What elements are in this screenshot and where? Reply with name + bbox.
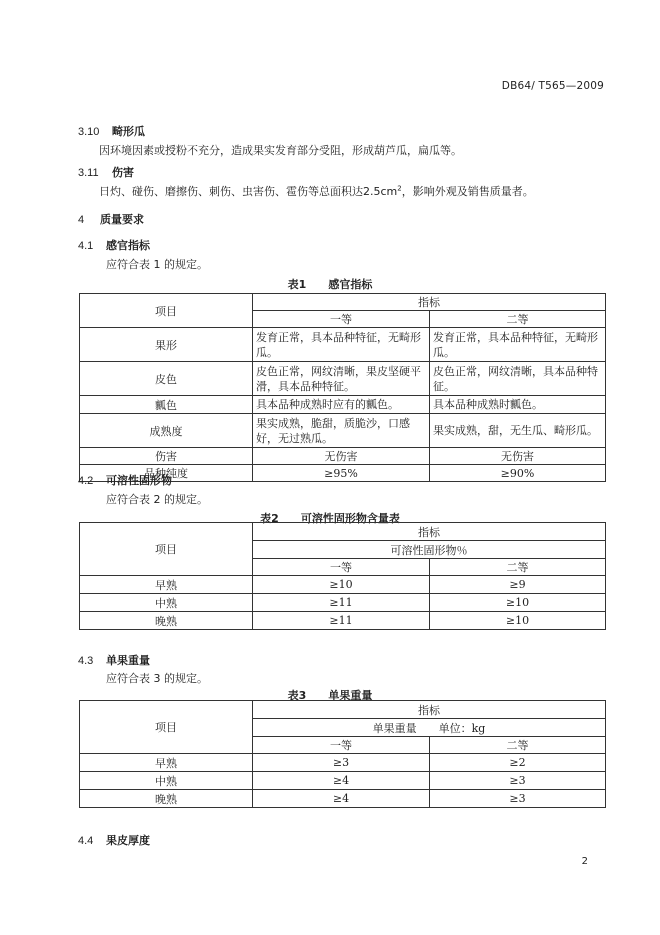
table-3: [79, 700, 606, 808]
header-grade-1: 一等: [253, 311, 430, 328]
row-grade-1: 发育正常，具本品种特征，无畸形瓜。: [253, 328, 430, 362]
row-grade-1: 皮色正常，网纹清晰，果皮坚硬平滑，具本品种特征。: [253, 362, 430, 396]
row-grade-1: ≥4: [253, 772, 430, 790]
section-4-2-body: 应符合表 2 的规定。: [106, 493, 208, 506]
superscript: 2: [397, 184, 402, 193]
section-4-1-body: 应符合表 1 的规定。: [106, 258, 208, 271]
table-row: [80, 612, 606, 630]
row-grade-1: ≥10: [253, 576, 430, 594]
table-row: [80, 448, 606, 465]
header-index: 指标: [253, 294, 606, 311]
row-grade-1: ≥95%: [253, 465, 430, 482]
row-item: 果形: [80, 328, 253, 362]
table-2: [79, 522, 606, 630]
header-index: 指标: [253, 523, 606, 541]
section-title: 单果重量: [106, 654, 150, 667]
row-grade-2: ≥3: [430, 790, 606, 808]
header-grade-1: 一等: [253, 737, 430, 754]
row-grade-1: ≥11: [253, 612, 430, 630]
table-row: [80, 594, 606, 612]
row-grade-1: 具本品种成熟时应有的瓤色。: [253, 396, 430, 414]
header-subtitle: 单果重量 单位：kg: [253, 719, 606, 737]
row-item: 瓤色: [80, 396, 253, 414]
row-item: 成熟度: [80, 414, 253, 448]
section-4-3-heading: [78, 652, 150, 668]
header-index: 指标: [253, 701, 606, 719]
section-title: 畸形瓜: [112, 125, 145, 138]
row-grade-2: ≥10: [430, 612, 606, 630]
section-number: 4.2: [78, 475, 94, 487]
table-row: [80, 754, 606, 772]
section-3-10-heading: [78, 123, 145, 139]
header-item: 项目: [80, 294, 253, 328]
table-1-caption: 表1 感官指标: [287, 278, 373, 291]
row-grade-2: ≥3: [430, 772, 606, 790]
row-item: 早熟: [80, 754, 253, 772]
section-4-2-heading: [78, 472, 172, 488]
header-subtitle: 可溶性固形物％: [253, 541, 606, 559]
section-title: 质量要求: [100, 213, 144, 226]
section-number: 3.10: [78, 126, 100, 138]
row-grade-1: 果实成熟，脆甜，质脆沙，口感好，无过熟瓜。: [253, 414, 430, 448]
section-4-4-heading: [78, 832, 150, 848]
section-title: 可溶性固形物: [106, 474, 172, 487]
body-text: ，影响外观及销售质量者。: [401, 185, 534, 198]
section-number: 4: [78, 214, 85, 226]
table-row: [80, 328, 606, 362]
row-item: 晚熟: [80, 612, 253, 630]
table-2-caption: 表2 可溶性固形物含量表: [260, 512, 400, 525]
table-row: [80, 772, 606, 790]
row-item: 品种纯度: [80, 465, 253, 482]
section-3-11-heading: [78, 164, 134, 180]
page-number: 2: [581, 856, 588, 867]
section-number: 4.1: [78, 240, 94, 252]
row-grade-2: 皮色正常，网纹清晰，具本品种特征。: [430, 362, 606, 396]
table-row: [80, 396, 606, 414]
row-grade-1: ≥11: [253, 594, 430, 612]
section-number: 4.3: [78, 655, 94, 667]
table-1: [79, 293, 606, 482]
section-4-3-body: 应符合表 3 的规定。: [106, 672, 208, 685]
row-grade-1: ≥4: [253, 790, 430, 808]
body-text: 日灼、碰伤、磨擦伤、刺伤、虫害伤、雹伤等总面积达2.5cm: [99, 185, 398, 198]
header-grade-1: 一等: [253, 559, 430, 576]
section-title: 果皮厚度: [106, 834, 150, 847]
header-grade-2: 二等: [430, 559, 606, 576]
section-4-heading: [78, 211, 144, 227]
section-3-11-body: [99, 183, 534, 199]
row-grade-2: ≥9: [430, 576, 606, 594]
header-item: 项目: [80, 523, 253, 576]
row-item: 中熟: [80, 594, 253, 612]
table-row: [80, 362, 606, 396]
row-item: 晚熟: [80, 790, 253, 808]
row-item: 中熟: [80, 772, 253, 790]
section-title: 伤害: [112, 166, 134, 179]
table-row: [80, 790, 606, 808]
row-grade-2: 具本品种成熟时瓤色。: [430, 396, 606, 414]
row-grade-2: ≥2: [430, 754, 606, 772]
section-3-10-body: 因环境因素或授粉不充分，造成果实发育部分受阻，形成葫芦瓜，扁瓜等。: [99, 144, 462, 157]
header-item: 项目: [80, 701, 253, 754]
header-grade-2: 二等: [430, 311, 606, 328]
section-number: 4.4: [78, 835, 94, 847]
table-3-caption: 表3 单果重量: [287, 689, 373, 702]
row-item: 皮色: [80, 362, 253, 396]
row-grade-1: ≥3: [253, 754, 430, 772]
table-row: [80, 576, 606, 594]
row-grade-2: 发育正常，具本品种特征，无畸形瓜。: [430, 328, 606, 362]
row-item: 伤害: [80, 448, 253, 465]
row-grade-2: ≥90%: [430, 465, 606, 482]
section-number: 3.11: [78, 167, 99, 179]
document-code: DB64/ T565—2009: [501, 80, 604, 92]
section-4-1-heading: [78, 237, 150, 253]
header-grade-2: 二等: [430, 737, 606, 754]
table-row: [80, 414, 606, 448]
section-title: 感官指标: [106, 239, 150, 252]
row-grade-2: 果实成熟，甜，无生瓜、畸形瓜。: [430, 414, 606, 448]
row-grade-1: 无伤害: [253, 448, 430, 465]
row-item: 早熟: [80, 576, 253, 594]
row-grade-2: 无伤害: [430, 448, 606, 465]
row-grade-2: ≥10: [430, 594, 606, 612]
